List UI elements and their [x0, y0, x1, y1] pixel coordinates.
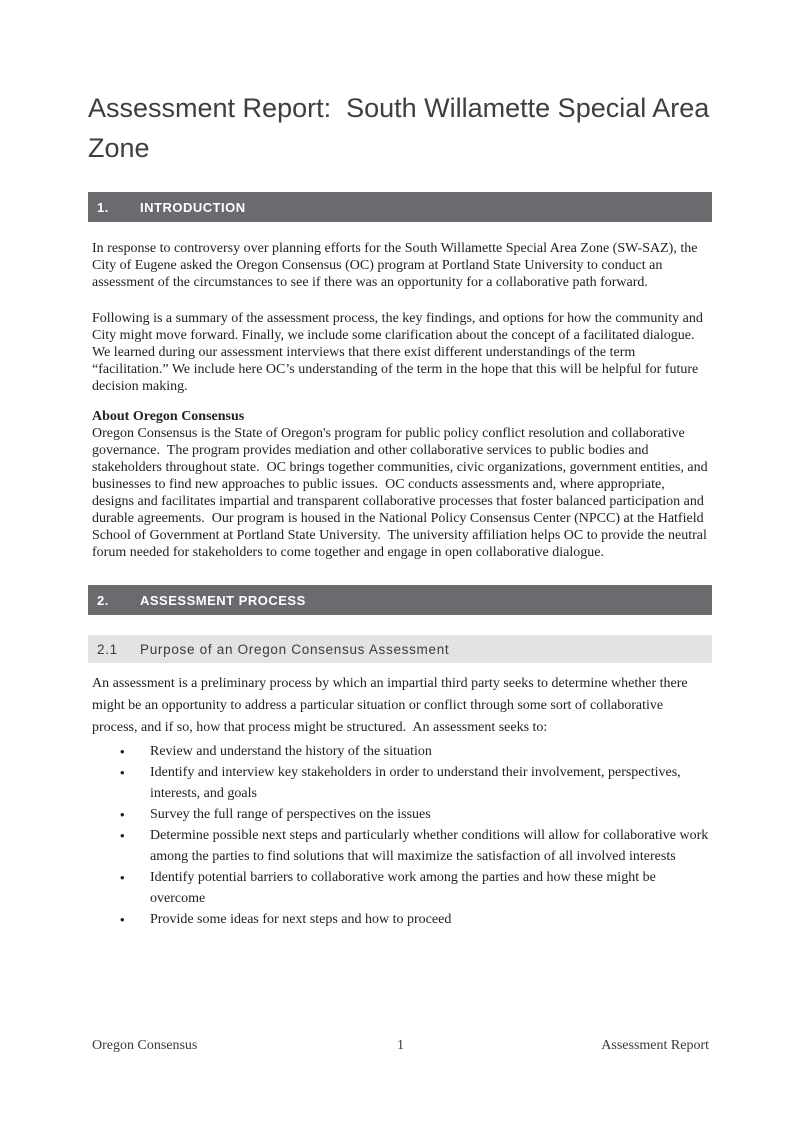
section-number: 2. — [97, 592, 109, 608]
list-item: • Review and understand the history of the situation — [92, 741, 709, 762]
footer-report-title: Assessment Report — [601, 1038, 709, 1053]
assessment-purpose-body — [88, 673, 712, 930]
section-heading: INTRODUCTION — [140, 199, 246, 215]
subsection-header-purpose — [88, 635, 712, 663]
list-item: • Determine possible next steps and particularly whether conditions will allow for collaborative work among the parties to find solutions that will maximize the satisfaction of all involved interests — [92, 825, 709, 867]
about-oregon-consensus-paragraph: Oregon Consensus is the State of Oregon's program for public policy conflict resolution and collaborative governance. The program provides mediation and other collaborative services to public bodies and stakeholders throughout state. OC brings together communities, civic organizations, government entities, and businesses to find new approaches to public issues. OC conducts assessments and, where appropriate, designs and facilitates impartial and transparent collaborative processes that foster balanced participation and durable agreements. Our program is housed in the National Policy Consensus Center (NPCC) at the Hatfield School of Government at Portland State University. The university affiliation helps OC to provide the neutral forum needed for stakeholders to come together and engage in open collaborative dialogue. — [92, 426, 712, 560]
intro-paragraph-2: Following is a summary of the assessment process, the key findings, and options for how the community and City might move forward. Finally, we include some clarification about the concept of a facilitated dialogue. We learned during our assessment interviews that there exist different understandings of the term “facilitation.” We include here OC’s understanding of the term in the hope that this will be helpful for future decision making. — [92, 311, 707, 394]
section-heading: ASSESSMENT PROCESS — [140, 592, 306, 608]
document-page — [0, 88, 800, 930]
subsection-heading: Purpose of an Oregon Consensus Assessment — [140, 641, 450, 657]
footer-page-number: 1 — [397, 1038, 404, 1053]
footer-organization: Oregon Consensus — [92, 1038, 198, 1053]
page-footer — [92, 1038, 709, 1054]
introduction-body — [88, 240, 712, 561]
list-item: • Survey the full range of perspectives on the issues — [92, 804, 709, 825]
section-header-assessment-process — [88, 585, 712, 615]
list-item: • Identify and interview key stakeholders in order to understand their involvement, perspectives, interests, and goals — [92, 762, 709, 804]
assessment-intro-paragraph: An assessment is a preliminary process by which an impartial third party seeks to determine whether there might be an opportunity to address a particular situation or conflict through some sort of collaborative process, and if so, how that process might be structured. An assessment seeks to: — [92, 676, 692, 735]
list-item: • Provide some ideas for next steps and how to proceed — [92, 909, 709, 930]
intro-paragraph-1: In response to controversy over planning efforts for the South Willamette Special Area Zone (SW-SAZ), the City of Eugene asked the Oregon Consensus (OC) program at Portland State University to conduct an assessment of the circumstances to see if there was an opportunity for a collaborative path forward. — [92, 241, 701, 290]
assessment-goals-list — [92, 741, 712, 930]
page-title: Assessment Report: South Willamette Special Area Zone — [88, 93, 717, 163]
section-header-introduction — [88, 192, 712, 222]
about-oregon-consensus-heading: About Oregon Consensus — [92, 409, 245, 424]
list-item: • Identify potential barriers to collaborative work among the parties and how these might be overcome — [92, 867, 709, 909]
subsection-number: 2.1 — [97, 641, 118, 657]
section-number: 1. — [97, 199, 109, 215]
